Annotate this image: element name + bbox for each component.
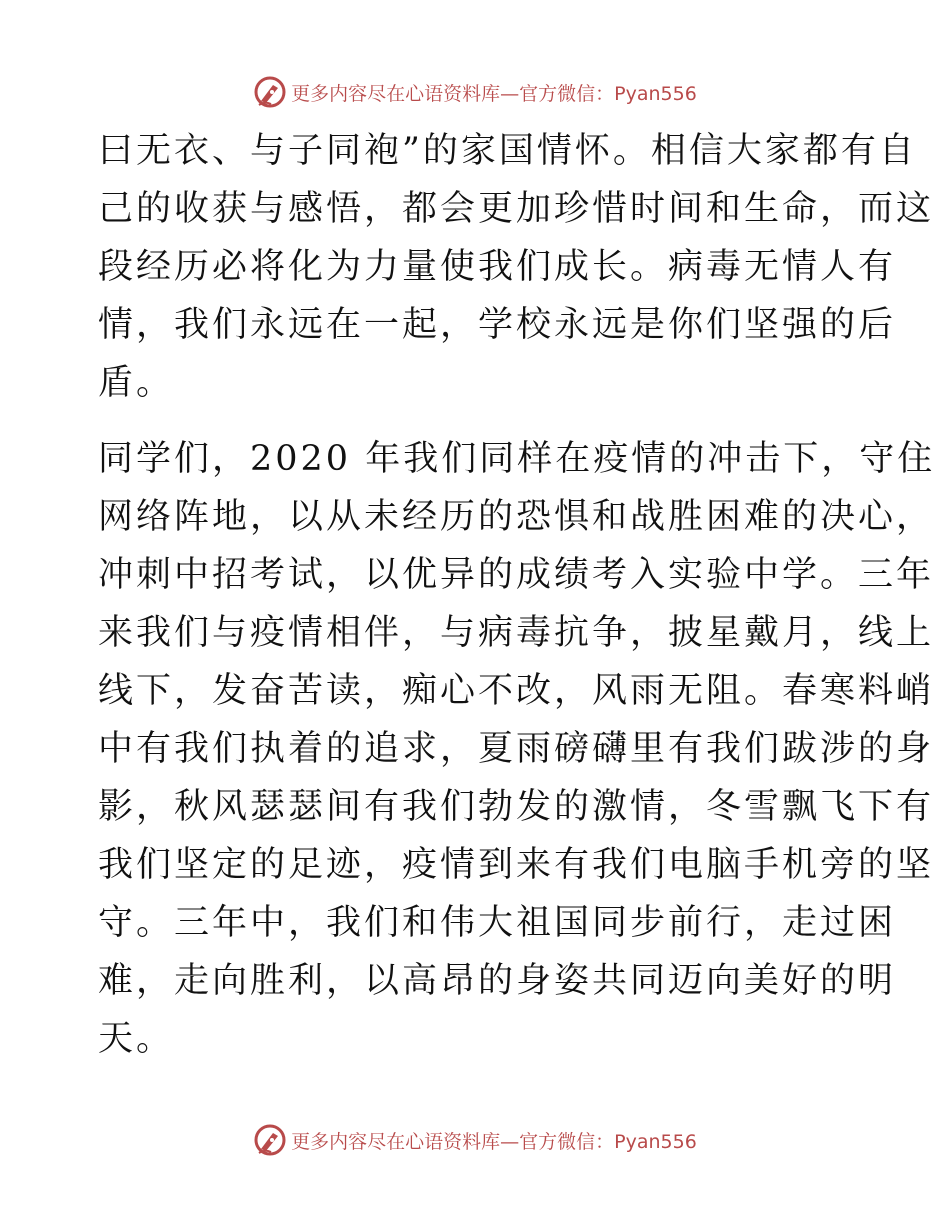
text-line: 同学们，2020 年我们同样在疫情的冲击下，守住 bbox=[98, 439, 936, 479]
text-line: 中有我们执着的追求，夏雨磅礴里有我们跋涉的身 bbox=[98, 729, 935, 769]
document-body bbox=[98, 122, 936, 1068]
header-contact-text: 官方微信：Pyan556 bbox=[519, 82, 697, 105]
text-line: 线下，发奋苦读，痴心不改，风雨无阻。春寒料峭 bbox=[98, 671, 935, 711]
text-line: 己的收获与感悟，都会更加珍惜时间和生命，而这 bbox=[98, 189, 935, 229]
footer-banner bbox=[0, 1120, 950, 1160]
header-banner-text bbox=[291, 79, 697, 106]
footer-contact-text: 官方微信：Pyan556 bbox=[519, 1130, 697, 1153]
header-separator: — bbox=[500, 82, 520, 105]
text-line: 影，秋风瑟瑟间有我们勃发的激情，冬雪飘飞下有 bbox=[98, 787, 935, 827]
footer-brand-text: 更多内容尽在心语资料库 bbox=[291, 1130, 501, 1153]
text-line: 曰无衣、与子同袍”的家国情怀。相信大家都有自 bbox=[98, 131, 917, 171]
text-line: 天。 bbox=[98, 1019, 175, 1059]
header-brand-text: 更多内容尽在心语资料库 bbox=[291, 82, 501, 105]
text-line: 来我们与疫情相伴，与病毒抗争，披星戴月，线上 bbox=[98, 613, 935, 653]
pen-nib-logo-icon bbox=[253, 75, 287, 109]
text-line: 难，走向胜利，以高昂的身姿共同迈向美好的明 bbox=[98, 961, 897, 1001]
text-line: 盾。 bbox=[98, 363, 175, 403]
text-line: 守。三年中，我们和伟大祖国同步前行，走过困 bbox=[98, 903, 897, 943]
pen-nib-logo-icon bbox=[253, 1123, 287, 1157]
text-line: 冲刺中招考试，以优异的成绩考入实验中学。三年 bbox=[98, 555, 935, 595]
paragraph-2 bbox=[98, 430, 936, 1068]
text-line: 我们坚定的足迹，疫情到来有我们电脑手机旁的坚 bbox=[98, 845, 935, 885]
text-line: 网络阵地，以从未经历的恐惧和战胜困难的决心， bbox=[98, 497, 935, 537]
text-line: 情，我们永远在一起，学校永远是你们坚强的后 bbox=[98, 305, 897, 345]
paragraph-1 bbox=[98, 122, 935, 412]
footer-banner-text bbox=[291, 1127, 697, 1154]
header-banner bbox=[0, 72, 950, 112]
text-line: 段经历必将化为力量使我们成长。病毒无情人有 bbox=[98, 247, 897, 287]
footer-separator: — bbox=[500, 1130, 520, 1153]
paragraph-gap bbox=[98, 412, 858, 430]
